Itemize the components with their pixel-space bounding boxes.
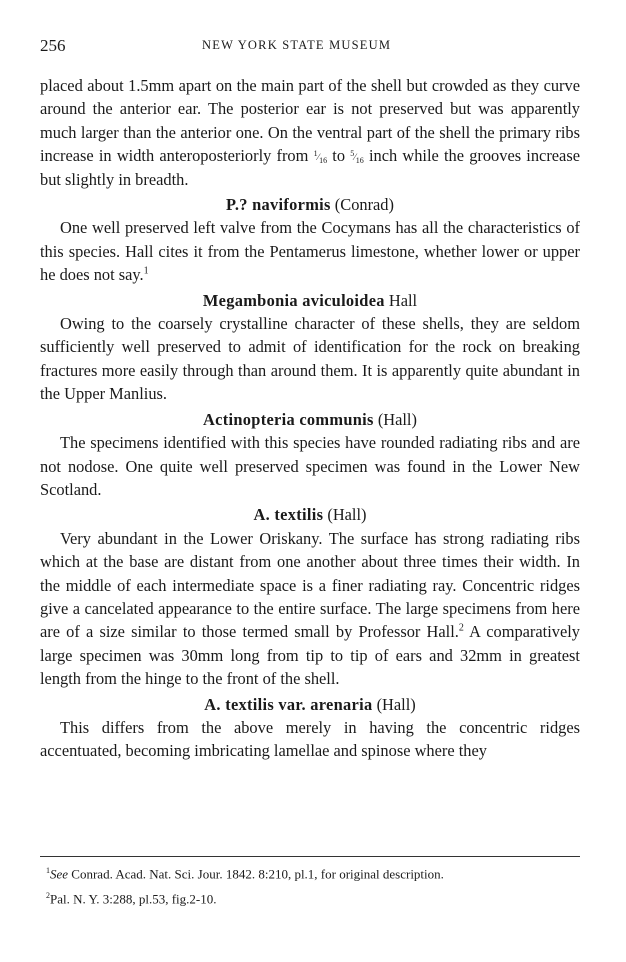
heading-naviformis: P.? naviformis (Conrad)	[226, 195, 394, 215]
running-title: NEW YORK STATE MUSEUM	[202, 38, 392, 52]
paragraph-naviformis: One well preserved left valve from the Cocymans has all the characteristics of this species. Hall cites it from the Pentamerus limestone, whether lower or upper he does not say.$^1$	[40, 218, 580, 285]
fraction-5-16: $^5⁄_{16}$	[350, 149, 364, 166]
heading-textilis: A. textilis (Hall)	[253, 505, 367, 525]
paragraph-actinopteria: The specimens identified with this species have rounded radiating ribs and are not nodose. One quite well preserved specimen was found in the Lower New Scotland.	[40, 433, 580, 499]
page-number: 256	[40, 36, 66, 55]
fraction-1-16: $^1⁄_{16}$	[313, 149, 328, 166]
footnote-ref-2[interactable]: 2	[458, 622, 464, 634]
paragraph-megambonia: Owing to the coarsely crystalline character of these shells, they are seldom sufficiently well preserved to admit of identification for the rock on breaking fractures more easily through than around them. It is apparently quite abundant in the Upper Manlius.	[40, 314, 580, 404]
footnote-ref-1[interactable]: 1	[143, 265, 149, 277]
running-head	[40, 36, 580, 58]
footnote-1: $^1$See Conrad. Acad. Nat. Sci. Jour. 1842. 8:210, pl.1, for original description.	[46, 866, 444, 882]
heading-actinopteria: Actinopteria communis (Hall)	[203, 409, 417, 429]
heading-megambonia: Megambonia aviculoidea Hall	[202, 290, 418, 310]
footnotes	[40, 862, 580, 913]
paragraph-continuation: placed about 1.5mm apart on the main part of the shell but crowded as they curve around the anterior ear. The posterior ear is not preserved but was apparently much larger than the anterior one. On the ventral part of the shell the primary ribs increase in width anteroposteriorly from $^1⁄_{16}$ to $^5⁄_{16}$ inch while the grooves increase but slightly in breadth.	[40, 76, 580, 189]
footnote-2: $^2$Pal. N. Y. 3:288, pl.53, fig.2-10.	[46, 891, 217, 907]
footnote-divider	[40, 856, 580, 857]
paragraph-textilis: Very abundant in the Lower Oriskany. The surface has strong radiating ribs which at the base are distant from one another about three times their width. In the middle of each intermediate space is a finer radiating ray. Concentric ridges give a cancelated appearance to the entire surface. The large specimens from here are of a size similar to those termed small by Professor Hall.$^2$ A comparatively large specimen was 30mm long from tip to tip of ears and 32mm in greatest length from the hinge to the front of the shell.	[40, 528, 580, 689]
paragraph-textilis-arenaria: This differs from the above merely in having the concentric ridges accentuated, becoming imbricating lamellae and spinose where they	[40, 717, 580, 761]
heading-textilis-arenaria: A. textilis var. arenaria (Hall)	[204, 694, 416, 714]
body-text	[40, 74, 580, 763]
